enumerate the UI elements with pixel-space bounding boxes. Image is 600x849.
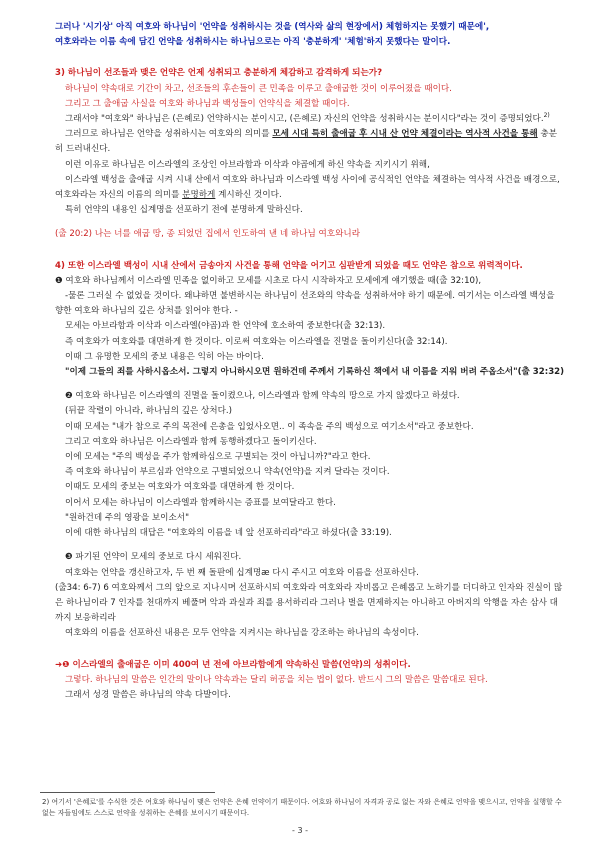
para-2-tail: 충분히 드러내신다.	[55, 129, 558, 155]
bible-verse: (출 20:2) 나는 너를 애굽 땅, 종 되었던 집에서 인도하여 낸 네 하나님 여호와니라	[55, 229, 360, 240]
footnote-ref: 2)	[543, 112, 550, 120]
para-2-text: 그러므로 하나님은 언약을 성취하시는 여호와의 의미를	[65, 129, 273, 140]
section3-para-2	[55, 127, 565, 157]
para-4-text: 이스라엘 백성을 출애굽 시켜 시내 산에서 여호와 하나님과 이스라엘 백성 사이에 공식적인 언약을 체결하는 역사적 사건을 배경으로, 여호와라는 자신의 이름의 의미를	[55, 174, 560, 201]
intro-line-1: 그러나 '시기상' 아직 여호와 하나님이 '언약을 성취하시는 것을 (역사와 삶의 현장에서) 체험하지는 못했기 때문에',	[55, 22, 490, 32]
arrow-icon: ➜❶	[55, 659, 70, 670]
item-2-g: 이어서 모세는 하나님이 이스라엘과 함께하시는 증표를 보여달라고 한다.	[65, 497, 336, 508]
section4-heading: 4) 또한 이스라엘 백성이 시내 산에서 금송아지 사건을 통해 언약을 어기고 심판받게 되었을 때도 언약은 참으로 위력적이다.	[55, 260, 523, 271]
item-1-aside: -물론 그러실 수 없었을 것이다. 왜냐하면 불변하시는 하나님이 선조와의 약속을 성취하셔야 하기 때문에. 여기서는 이스라엘 백성을 향한 여호와 하나님의 깊은 상처를 읽어야 한다. -	[55, 291, 555, 317]
item-3-a: 여호와는 언약을 갱신하고자, 두 번 째 돌판에 십계명æ 다시 주시고 여호와 이름을 선포하신다.	[65, 567, 419, 578]
item-2-c: 그리고 여호와 하나님은 이스라엘과 함께 동행하겠다고 돌이키신다.	[65, 436, 317, 447]
item-3: ❸ 파기된 언약이 모세의 중보로 다시 세워진다.	[65, 552, 242, 563]
item-2-d: 이에 모세는 "주의 백성을 주가 함께하심으로 구별되는 것이 아닙니까?"라고 한다.	[65, 452, 371, 463]
item-2-h: "원하건데 주의 영광을 보이소서"	[65, 512, 190, 523]
section3-red-1: 하나님이 약속대로 기간이 차고, 선조들의 후손들이 큰 민족을 이루고 출애굽한 것이 이루어졌을 때이다.	[65, 83, 452, 94]
conclusion-line-3: 그래서 성경 말씀은 하나님의 약속 다발이다.	[65, 689, 231, 700]
moses-quote: "이제 그들의 죄를 사하시옵소서. 그렇지 아니하시오면 원하건데 주께서 기록하신 책에서 내 이름을 지워 버려 주옵소서"(출 32:32)	[65, 367, 565, 378]
section3-para-4	[55, 173, 565, 203]
item-2-e: 즉 여호와 하나님이 부르심과 언약으로 구별되었으니 약속(언약)을 지켜 달라는 것이다.	[65, 467, 390, 478]
section3-red-2: 그리고 그 출애굽 사실을 여호와 하나님과 백성들이 언약식을 체결할 때이다.	[65, 98, 350, 109]
item-3-b: (출34: 6-7) 6 여호와께서 그의 앞으로 지나시며 선포하시되 여호와라 여호와라 자비롭고 은혜롭고 노하기를 더디하고 인자와 진실이 많은 하나님이라 7 인자를 천대까지 베풀며 악과 과실과 죄를 용서하리라 그러나 벌을 면제하지는 아니하고 아버지의 악행을 자손 삼사 대까지 보응하리라	[55, 582, 563, 624]
footnote-divider	[40, 792, 215, 793]
para-4-underline: 분명하게	[182, 190, 216, 201]
page-body	[55, 20, 565, 703]
para-2-emphasis: 모세 시대 특히 출애굽 후 시내 산 언약 체결이라는 역사적 사건을 통해	[272, 129, 538, 140]
conclusion-text: 이스라엘의 출애굽은 이미 400여 년 전에 아브라함에게 약속하신 말씀(언약)의 성취이다.	[69, 659, 411, 670]
para-4-tail: 계시하신 것이다.	[215, 190, 282, 201]
item-1: ❶ 여호와 하나님께서 이스라엘 민족을 없이하고 모세를 시초로 다시 시작하자고 모세에게 얘기했을 때(출 32:10),	[55, 275, 482, 286]
item-2-i: 이에 대한 하나님의 대답은 "여호와의 이름을 네 앞 선포하리라"라고 하셨다(출 33:19).	[65, 528, 392, 539]
item-3-c: 여호와의 이름을 선포하신 내용은 모두 언약을 지켜시는 하나님을 강조하는 하나님의 속성이다.	[65, 628, 419, 639]
item-2-a: (뒤끝 작렬이 아니라, 하나님의 깊은 상처다.)	[65, 406, 232, 417]
item-2-b: 이때 모세는 "내가 참으로 주의 목전에 은총을 입었사오면.. 이 족속을 주의 백성으로 여기소서"라고 중보한다.	[65, 421, 474, 432]
section3-para-5: 특히 언약의 내용인 십계명을 선포하기 전에 분명하게 말하신다.	[65, 205, 303, 216]
page-number: - 3 -	[292, 826, 308, 835]
item-1-d: 즉 여호와가 여호와를 대면하게 한 것이다. 이로써 여호와는 이스라엘을 진멸을 돌이키신다(출 32:14).	[65, 336, 448, 347]
conclusion-line-2: 그렇다. 하나님의 말씀은 인간의 말이나 약속과는 달리 허공을 치는 법이 없다. 반드시 그의 말씀은 말씀대로 된다.	[65, 674, 488, 685]
para-1-text: 그래서야 "여호와" 하나님은 (은혜로) 언약하시는 분이시고, (은혜로) 자신의 언약을 성취하시는 분이시다"라는 것이 증명되었다.	[65, 114, 544, 125]
footnote: 2) 여기서 '은혜로'를 수식한 것은 여호와 하나님이 맺은 언약은 은혜 언약이기 때문이다. 여호와 하나님이 자격과 공로 없는 자와 은혜로 언약을 맺으시고, 언약을 실행할 수 없는 자들임에도 스스로 언약을 성취하는 은혜를 보이시기 때문이다.	[42, 798, 562, 817]
item-2: ❷ 여호와 하나님은 이스라엘의 진멸을 돌이켰으나, 이스라엘과 함께 약속의 땅으로 가지 않겠다고 하셨다.	[65, 391, 460, 402]
section3-para-3: 이런 이유로 하나님은 이스라엘의 조상인 아브라함과 이삭과 야곱에게 하신 약속을 지키시기 위해,	[65, 159, 430, 170]
item-2-f: 이때도 모세의 중보는 여호와가 여호와를 대면하게 한 것이다.	[65, 482, 295, 493]
conclusion-line-1	[55, 658, 565, 673]
item-1-e: 이때 그 유명한 모세의 중보 내용은 익히 아는 바이다.	[65, 351, 264, 362]
item-1-c: 모세는 아브라함과 이삭과 이스라엘(야곱)과 한 언약에 호소하여 중보한다(출 32:13).	[65, 321, 386, 332]
section3-para-1	[55, 112, 565, 127]
section3-heading: 3) 하나님이 선조들과 맺은 언약은 언제 성취되고 충분하게 체감하고 감격하게 되는가?	[55, 68, 383, 79]
intro-line-2: 여호와라는 이름 속에 담긴 언약을 성취하시는 하나님으로는 아직 '충분하게' '체험'하지 못했다는 말이다.	[55, 37, 451, 48]
